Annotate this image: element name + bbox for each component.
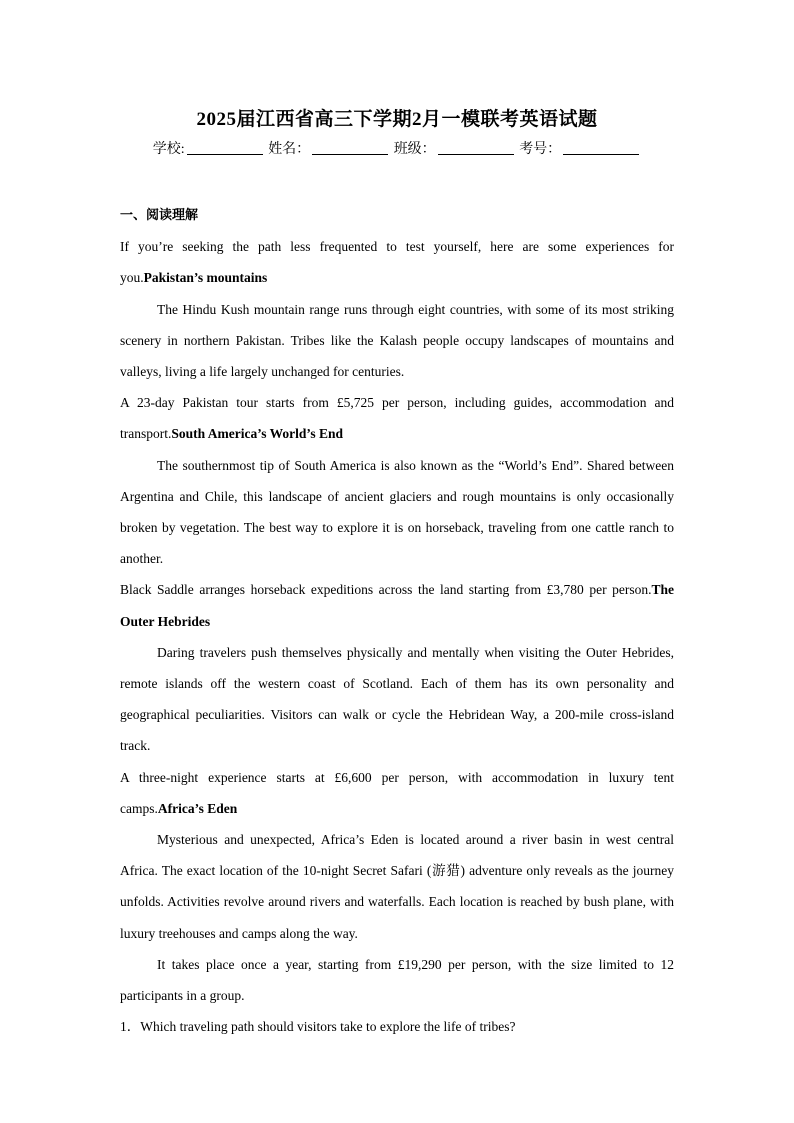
section-heading: 一、阅读理解 xyxy=(120,208,199,223)
intro-text: If you’re seeking the path less frequented to test yourself, here are some experiences for you. xyxy=(120,239,674,286)
heading-pakistan: Pakistan’s mountains xyxy=(143,270,268,286)
intro-paragraph xyxy=(120,231,674,293)
name-blank xyxy=(312,140,388,155)
paragraph-pakistan: The Hindu Kush mountain range runs through eight countries, with some of its most striking scenery in northern Pakistan. Tribes like the Kalash people occupy landscapes of mountains and valleys, living a life largely unchanged for centuries. xyxy=(120,301,674,380)
student-info-line xyxy=(0,138,794,158)
exam-no-blank xyxy=(563,140,639,155)
paragraph-outer-hebrides-price xyxy=(120,762,674,824)
exam-no-label: 考号： xyxy=(519,142,562,157)
question-1: 1．Which traveling path should visitors take to explore the life of tribes? xyxy=(120,1019,516,1035)
south-america-price-text: Black Saddle arranges horseback expeditions across the land starting from £3,780 per person. xyxy=(120,582,652,598)
paragraph-africa-eden: Mysterious and unexpected, Africa’s Eden is located around a river basin in west central Africa. The exact location of the 10-night Secret Safari (游猎) adventure only reveals as the journey unfolds. Activities revolve around rivers and waterfalls. Each location is reached by bush plane, with luxury treehouses and camps along the way. xyxy=(120,832,674,941)
heading-outer-hebrides: The Outer Hebrides xyxy=(120,582,674,629)
page-title: 2025届江西省高三下学期2月一模联考英语试题 xyxy=(196,109,598,130)
heading-africa-eden: Africa’s Eden xyxy=(157,800,238,816)
paragraph-pakistan-price xyxy=(120,387,674,449)
class-blank xyxy=(438,140,514,155)
school-blank xyxy=(187,140,263,155)
class-label: 班级： xyxy=(393,142,436,157)
paragraph-africa-eden-price: It takes place once a year, starting from £19,290 per person, with the size limited to 12 participants in a group. xyxy=(120,956,674,1004)
school-label: 学校: xyxy=(152,142,185,157)
paragraph-south-america-price xyxy=(120,574,674,636)
paragraph-south-america: The southernmost tip of South America is also known as the “World’s End”. Shared between Argentina and Chile, this landscape of ancient glaciers and rough mountains is only occasionally broken by vegetation. The best way to explore it is on horseback, traveling from one cattle ranch to another. xyxy=(120,457,674,567)
paragraph-outer-hebrides: Daring travelers push themselves physically and mentally when visiting the Outer Hebrides, remote islands off the western coast of Scotland. Each of them has its own personality and geographical peculiarities. Visitors can walk or cycle the Hebridean Way, a 200-mile cross-island track. xyxy=(120,644,674,754)
name-label: 姓名： xyxy=(268,142,311,157)
reading-passage xyxy=(120,200,674,1042)
heading-south-america: South America’s World’s End xyxy=(171,426,344,442)
outer-hebrides-price-text: A three-night experience starts at £6,600 per person, with accommodation in luxury tent camps. xyxy=(120,769,674,816)
pakistan-price-text: A 23-day Pakistan tour starts from £5,725 per person, including guides, accommodation and transport. xyxy=(120,395,674,442)
